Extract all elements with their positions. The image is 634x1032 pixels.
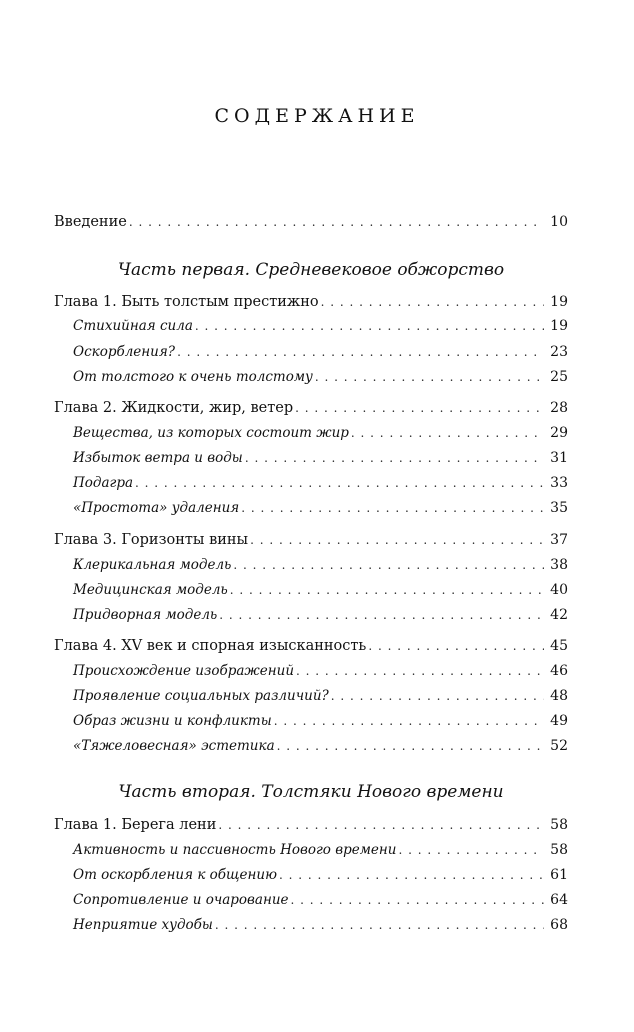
chapter-page-number: 28	[550, 400, 568, 416]
toc-entry-intro[interactable]	[54, 210, 568, 234]
section-label: Подагра	[73, 475, 134, 491]
toc-section[interactable]	[73, 553, 568, 577]
toc-chapter[interactable]	[54, 813, 568, 837]
chapter-page-number: 58	[550, 817, 568, 833]
section-page-number: 35	[550, 500, 568, 516]
leader-dots	[351, 421, 544, 445]
section-label: Клерикальная модель	[73, 557, 232, 573]
toc-section[interactable]	[73, 496, 568, 520]
chapter-label: Глава 1. Быть толстым престижно	[54, 294, 319, 310]
leader-dots	[233, 553, 544, 577]
section-label: Избыток ветра и воды	[73, 450, 243, 466]
chapter-page-number: 19	[550, 294, 568, 310]
toc-section[interactable]	[73, 578, 568, 602]
section-page-number: 49	[550, 713, 568, 729]
section-label: Происхождение изображений	[73, 663, 295, 679]
leader-dots	[315, 365, 544, 389]
section-label: От оскорбления к общению	[73, 867, 278, 883]
leader-dots	[250, 528, 544, 552]
section-page-number: 46	[550, 663, 568, 679]
toc-chapter[interactable]	[54, 396, 568, 420]
toc-section[interactable]	[73, 863, 568, 887]
leader-dots	[218, 813, 544, 837]
section-page-number: 38	[550, 557, 568, 573]
leader-dots	[274, 709, 544, 733]
toc-section[interactable]	[73, 314, 568, 338]
toc-title: СОДЕРЖАНИЕ	[214, 105, 420, 127]
toc-chapter[interactable]	[54, 290, 568, 314]
toc-chapter[interactable]	[54, 528, 568, 552]
leader-dots	[368, 634, 544, 658]
section-page-number: 31	[550, 450, 568, 466]
section-page-number: 52	[550, 738, 568, 754]
toc-section[interactable]	[73, 603, 568, 627]
section-label: Стихийная сила	[73, 318, 193, 334]
toc-section[interactable]	[73, 340, 568, 364]
section-page-number: 61	[550, 867, 568, 883]
toc-section[interactable]	[73, 659, 568, 683]
leader-dots	[177, 340, 544, 364]
section-label: Сопротивление и очарование	[73, 892, 289, 908]
leader-dots	[129, 210, 544, 234]
chapter-page-number: 37	[550, 532, 568, 548]
section-label: «Тяжеловесная» эстетика	[73, 738, 275, 754]
section-label: Проявление социальных различий?	[73, 688, 329, 704]
section-page-number: 33	[550, 475, 568, 491]
leader-dots	[331, 684, 544, 708]
section-label: Оскорбления?	[73, 344, 176, 360]
section-page-number: 25	[550, 369, 568, 385]
toc-section[interactable]	[73, 838, 568, 862]
leader-dots	[135, 471, 544, 495]
leader-dots	[241, 496, 544, 520]
toc-section[interactable]	[73, 446, 568, 470]
entry-page-number: 10	[550, 214, 568, 230]
chapter-page-number: 45	[550, 638, 568, 654]
part-heading: Часть вторая. Толстяки Нового времени	[118, 782, 504, 802]
leader-dots	[219, 603, 544, 627]
section-page-number: 42	[550, 607, 568, 623]
entry-label: Введение	[54, 214, 127, 230]
leader-dots	[398, 838, 544, 862]
section-label: Придворная модель	[73, 607, 218, 623]
section-page-number: 64	[550, 892, 568, 908]
section-label: Вещества, из которых состоит жир	[73, 425, 349, 441]
chapter-label: Глава 4. XV век и спорная изысканность	[54, 638, 367, 654]
leader-dots	[277, 734, 545, 758]
toc-section[interactable]	[73, 471, 568, 495]
chapter-label: Глава 3. Горизонты вины	[54, 532, 249, 548]
leader-dots	[295, 396, 544, 420]
section-label: Активность и пассивность Нового времени	[73, 842, 397, 858]
toc-section[interactable]	[73, 734, 568, 758]
leader-dots	[296, 659, 544, 683]
toc-section[interactable]	[73, 684, 568, 708]
section-page-number: 68	[550, 917, 568, 933]
section-page-number: 40	[550, 582, 568, 598]
section-page-number: 29	[550, 425, 568, 441]
toc-section[interactable]	[73, 421, 568, 445]
leader-dots	[195, 314, 544, 338]
section-page-number: 58	[550, 842, 568, 858]
section-label: Неприятие худобы	[73, 917, 213, 933]
toc-section[interactable]	[73, 913, 568, 937]
leader-dots	[245, 446, 544, 470]
section-label: «Простота» удаления	[73, 500, 240, 516]
leader-dots	[321, 290, 545, 314]
part-heading: Часть первая. Средневековое обжорство	[117, 260, 505, 280]
section-page-number: 48	[550, 688, 568, 704]
chapter-label: Глава 2. Жидкости, жир, ветер	[54, 400, 294, 416]
section-page-number: 19	[550, 318, 568, 334]
leader-dots	[291, 888, 545, 912]
toc-chapter[interactable]	[54, 634, 568, 658]
toc-section[interactable]	[73, 709, 568, 733]
section-label: Образ жизни и конфликты	[73, 713, 272, 729]
chapter-label: Глава 1. Берега лени	[54, 817, 217, 833]
leader-dots	[215, 913, 544, 937]
toc-section[interactable]	[73, 365, 568, 389]
leader-dots	[230, 578, 544, 602]
toc-section[interactable]	[73, 888, 568, 912]
section-label: От толстого к очень толстому	[73, 369, 313, 385]
section-page-number: 23	[550, 344, 568, 360]
leader-dots	[279, 863, 544, 887]
section-label: Медицинская модель	[73, 582, 228, 598]
